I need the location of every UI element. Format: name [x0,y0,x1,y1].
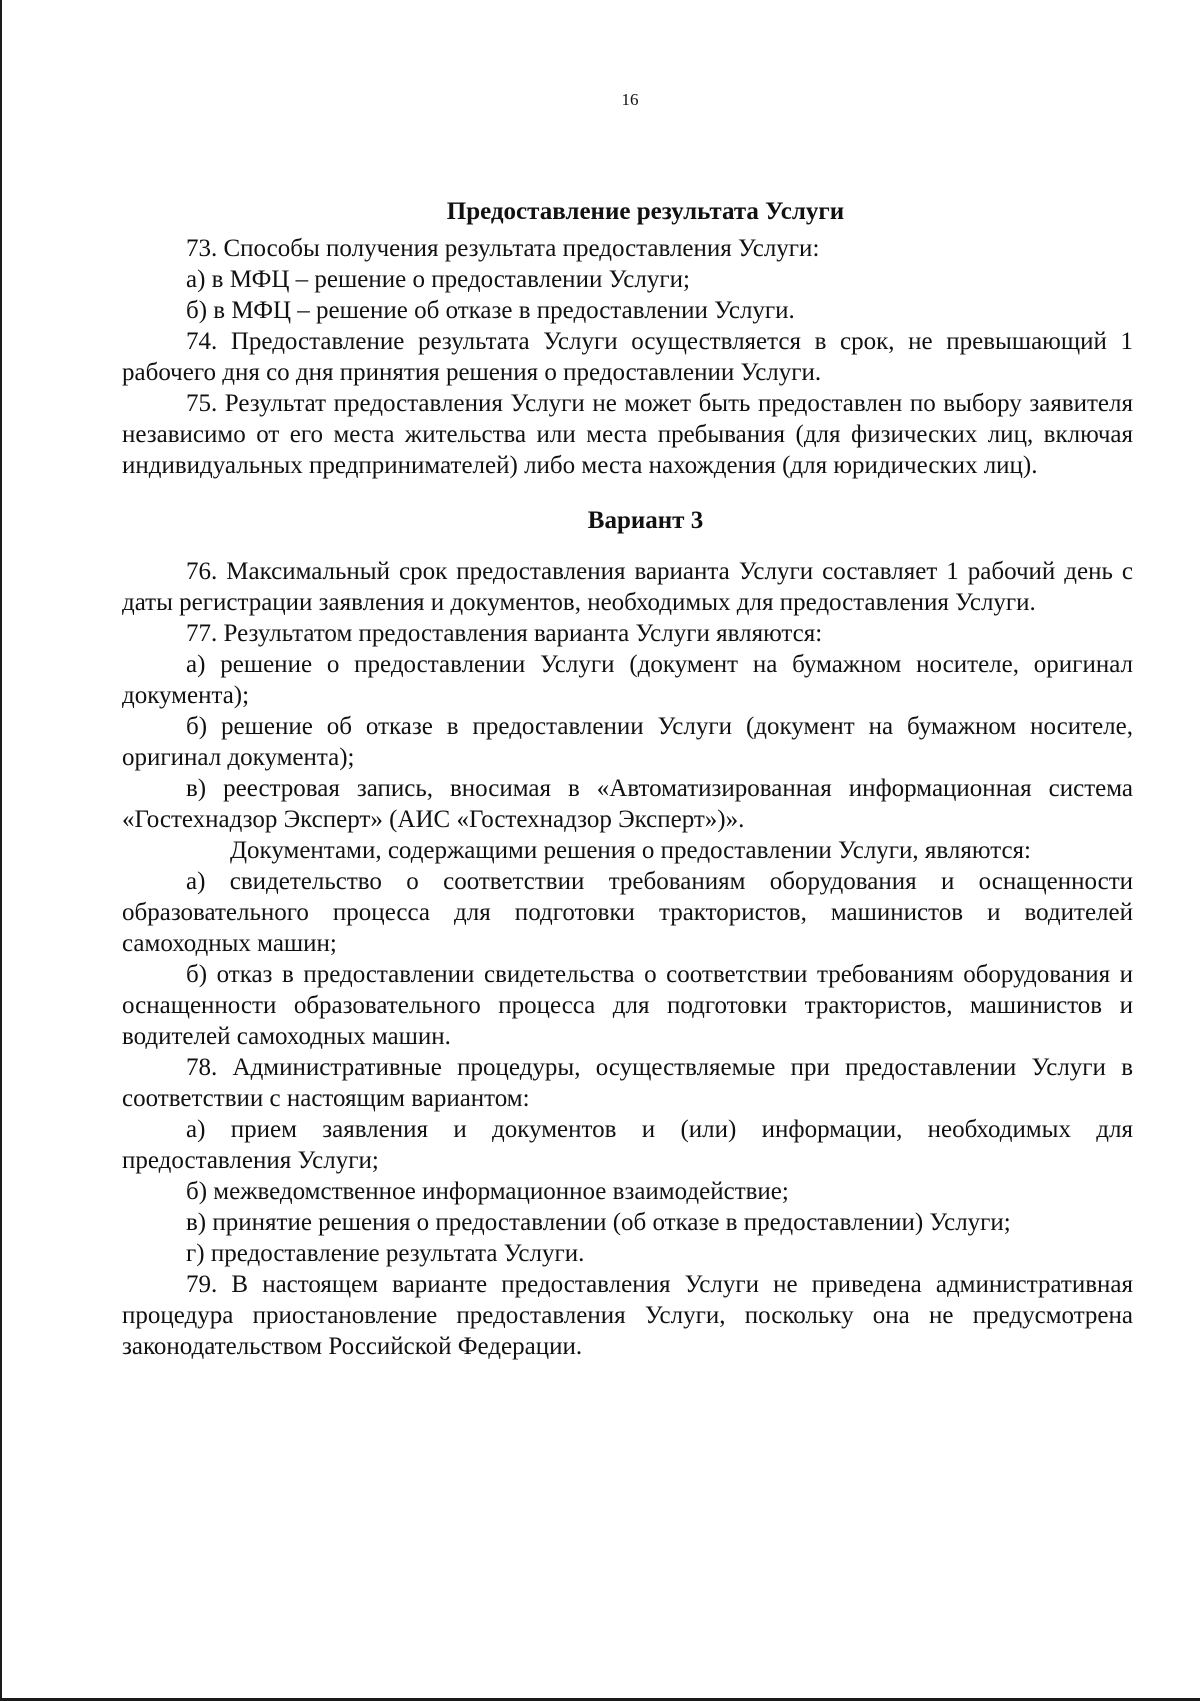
page-number: 16 [621,90,639,109]
paragraph-78c: в) принятие решения о предоставлении (об отказе в предоставлении) Услуги; [186,1209,1011,1236]
document-body [122,196,1133,1362]
paragraph-73: 73. Способы получения результата предоставления Услуги: [186,235,820,262]
paragraph-documents: Документами, содержащими решения о предоставлении Услуги, являются: [230,837,1031,864]
paragraph-75: 75. Результат предоставления Услуги не может быть предоставлен по выбору заявителя независимо от его места жительства или места пребывания (для физических лиц, включая индивидуальных предпринимателей) либо места нахождения (для юридических лиц). [122,390,1133,479]
paragraph-79: 79. В настоящем варианте предоставления Услуги не приведена административная процедура приостановление предоставления Услуги, поскольку она не предусмотрена законодательством Российской Федерации. [122,1271,1133,1360]
scan-edge-left [0,0,2,1701]
paragraph-73b: б) в МФЦ – решение об отказе в предоставлении Услуги. [186,297,795,324]
paragraph-78a: а) прием заявления и документов и (или) информации, необходимых для предоставления Услуги; [122,1116,1133,1174]
paragraph-docs-a: а) свидетельство о соответствии требованиям оборудования и оснащенности образовательного процесса для подготовки трактористов, машинистов и водителей самоходных машин; [122,868,1133,957]
paragraph-77: 77. Результатом предоставления варианта Услуги являются: [186,620,823,647]
paragraph-77b: б) решение об отказе в предоставлении Услуги (документ на бумажном носителе, оригинал документа); [122,713,1133,771]
paragraph-docs-b: б) отказ в предоставлении свидетельства о соответствии требованиям оборудования и оснащенности образовательного процесса для подготовки трактористов, машинистов и водителей самоходных машин. [122,961,1133,1050]
paragraph-74: 74. Предоставление результата Услуги осуществляется в срок, не превышающий 1 рабочего дня со дня принятия решения о предоставлении Услуги. [122,328,1133,386]
section-heading-variant-3: Вариант 3 [587,507,704,534]
paragraph-78d: г) предоставление результата Услуги. [186,1240,585,1267]
paragraph-77a: а) решение о предоставлении Услуги (документ на бумажном носителе, оригинал документа); [122,651,1133,709]
paragraph-78: 78. Административные процедуры, осуществляемые при предоставлении Услуги в соответствии с настоящим вариантом: [122,1054,1133,1112]
section-heading-result: Предоставление результата Услуги [446,198,845,225]
paragraph-77c: в) реестровая запись, вносимая в «Автоматизированная информационная система «Гостехнадзор Эксперт» (АИС «Гостехнадзор Эксперт»)». [122,775,1133,833]
paragraph-76: 76. Максимальный срок предоставления варианта Услуги составляет 1 рабочий день с даты регистрации заявления и документов, необходимых для предоставления Услуги. [122,558,1133,616]
paragraph-73a: а) в МФЦ – решение о предоставлении Услуги; [186,266,690,293]
paragraph-78b: б) межведомственное информационное взаимодействие; [186,1178,789,1205]
